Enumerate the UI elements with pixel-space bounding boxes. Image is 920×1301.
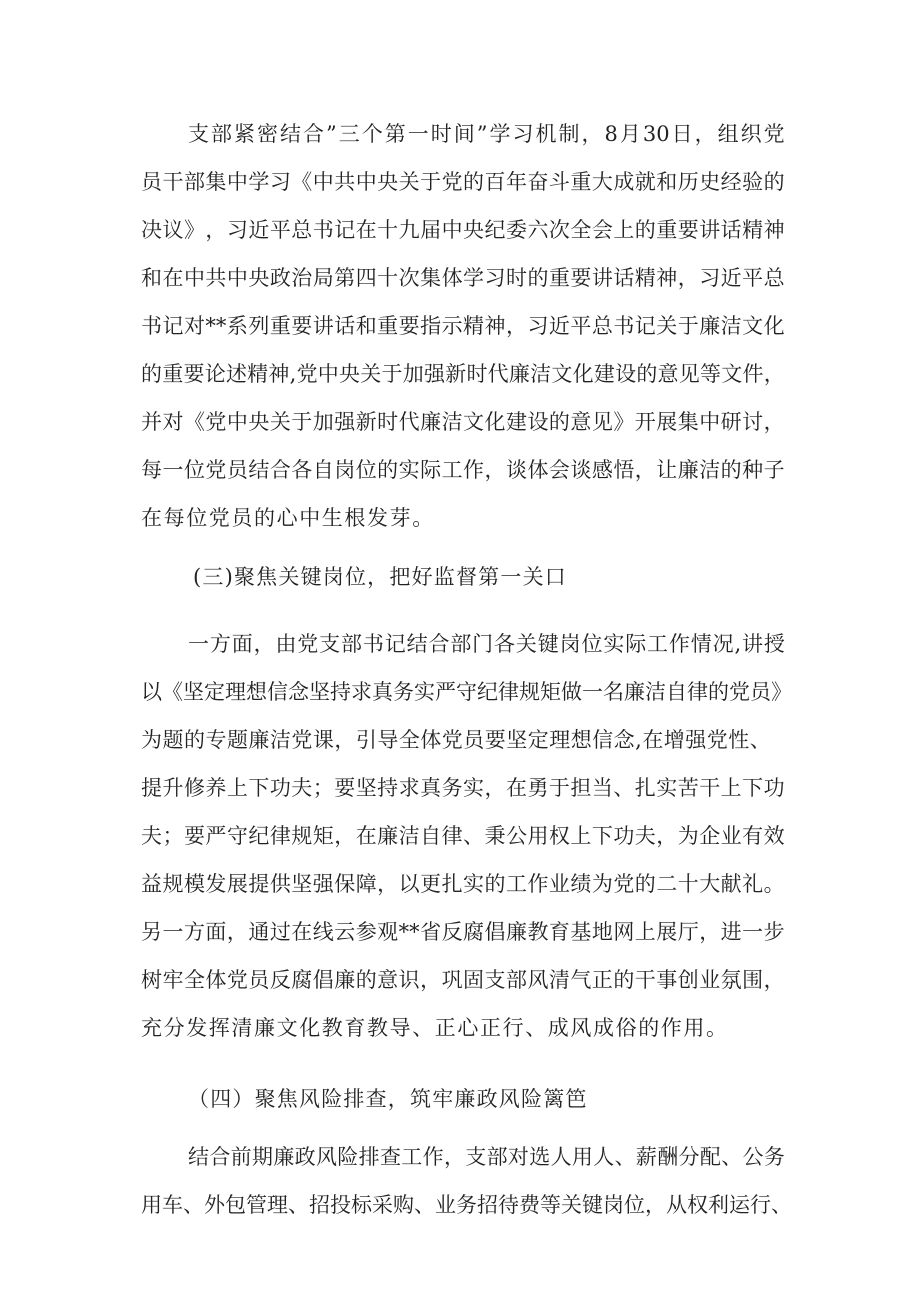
paragraph-line: 充分发挥清廉文化教育教导、正心正行、成风成俗的作用。 xyxy=(141,1016,729,1040)
paragraph-line: 的 重 要 论 述 精 神 , 党 中 央 关 于 加 强 新 时 代 廉 洁 文 化 建 设 的 意 见 等 文 件 ， xyxy=(141,362,785,386)
paragraph-line: 益 规 模 发 展 提 供 坚 强 保 障 ， 以 更 扎 实 的 工 作 业 绩 为 党 的 二 十 大 献 礼 。 xyxy=(141,872,785,896)
paragraph-line: 另 一 方 面 ， 通 过 在 线 云 参 观 ** 省 反 腐 倡 廉 教 育 基 地 网 上 展 厅 ， 进 一 步 xyxy=(141,920,785,944)
paragraph-line: 一 方 面 ， 由 党 支 部 书 记 结 合 部 门 各 关 键 岗 位 实 际 工 作 情 况 , 讲 授 xyxy=(188,632,785,656)
paragraph-line: 在每位党员的心中生根发芽。 xyxy=(141,506,435,530)
paragraph-line: 树 牢 全 体 党 员 反 腐 倡 廉 的 意 识 ， 巩 固 支 部 风 清 气 正 的 干 事 创 业 氛 围 ， xyxy=(141,968,785,992)
paragraph-line: 为 题 的 专 题 廉 洁 党 课 ， 引 导 全 体 党 员 要 坚 定 理 想 信 念 , 在 增 强 党 性 、 xyxy=(141,728,771,752)
paragraph-line: 夫 ； 要 严 守 纪 律 规 矩 ， 在 廉 洁 自 律 、 秉 公 用 权 上 下 功 夫 ， 为 企 业 有 效 xyxy=(141,824,785,848)
section-heading-3: (三)聚焦关键岗位，把好监督第一关口 xyxy=(193,565,567,589)
paragraph-line: 用 车 、 外 包 管 理 、 招 投 标 采 购 、 业 务 招 待 费 等 关 键 岗 位 ， 从 权 利 运 行 、 xyxy=(141,1193,792,1217)
section-heading-4: （四）聚焦风险排查，筑牢廉政风险篱笆 xyxy=(188,1087,588,1111)
paragraph-line: 结 合 前 期 廉 政 风 险 排 查 工 作 ， 支 部 对 选 人 用 人 、 薪 酬 分 配 、 公 务 xyxy=(188,1145,785,1169)
paragraph-line: 以 《 坚 定 理 想 信 念 坚 持 求 真 务 实 严 守 纪 律 规 矩 做 一 名 廉 洁 自 律 的 党 员 》 xyxy=(141,680,792,704)
paragraph-line: 并 对 《 党 中 央 关 于 加 强 新 时 代 廉 洁 文 化 建 设 的 意 见 》 开 展 集 中 研 讨 ， xyxy=(141,410,785,434)
paragraph-line: 员 干 部 集 中 学 习 《 中 共 中 央 关 于 党 的 百 年 奋 斗 重 大 成 就 和 历 史 经 验 的 xyxy=(141,170,785,194)
paragraph-line: 提 升 修 养 上 下 功 夫 ； 要 坚 持 求 真 务 实 ， 在 勇 于 担 当 、 扎 实 苦 干 上 下 功 xyxy=(141,776,785,800)
paragraph-line: 支 部 紧 密 结 合 ” 三 个 第 一 时 间 ” 学 习 机 制 ， 8 月 30 日 ， 组 织 党 xyxy=(188,122,785,146)
paragraph-line: 书 记 对 ** 系 列 重 要 讲 话 和 重 要 指 示 精 神 ， 习 近 平 总 书 记 关 于 廉 洁 文 化 xyxy=(141,314,785,338)
paragraph-line: 每 一 位 党 员 结 合 各 自 岗 位 的 实 际 工 作 ， 谈 体 会 谈 感 悟 ， 让 廉 洁 的 种 子 xyxy=(141,458,785,482)
paragraph-line: 和 在 中 共 中 央 政 治 局 第 四 十 次 集 体 学 习 时 的 重 要 讲 话 精 神 ， 习 近 平 总 xyxy=(141,266,785,290)
paragraph-line: 决 议 》 ， 习 近 平 总 书 记 在 十 九 届 中 央 纪 委 六 次 全 会 上 的 重 要 讲 话 精 神 xyxy=(141,218,785,242)
